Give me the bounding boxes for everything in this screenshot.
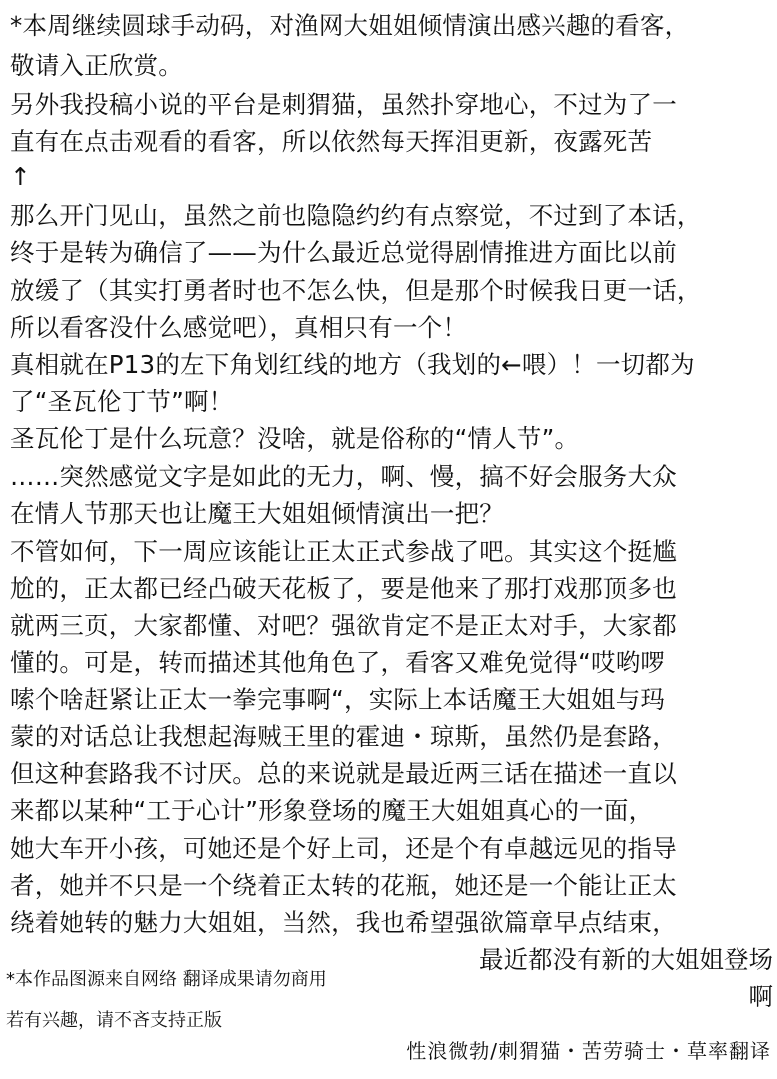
note-line-7: 终于是转为确信了——为什么最近总觉得剧情推进方面比以前 (10, 238, 677, 267)
note-line-15: 不管如何，下一周应该能让正太正式参战了吧。其实这个挺尴 (10, 537, 677, 566)
support-notice: 若有兴趣，请不吝支持正版 (6, 1010, 222, 1031)
note-line-2: 敬请入正欣赏。 (10, 51, 183, 80)
note-line-18: 懂的。可是，转而描述其他角色了，看客又难免觉得“哎哟啰 (10, 648, 666, 677)
translation-credit: 性浪微勃/刺猬猫・苦劳骑士・草率翻译 (406, 1039, 771, 1063)
note-line-9: 所以看客没什么感觉吧），真相只有一个！ (10, 313, 468, 342)
note-line-25: 绕着她转的魅力大姐姐，当然，我也希望强欲篇章早点结束， (10, 908, 677, 937)
note-line-23: 她大车开小孩，可她还是个好上司，还是个有卓越远见的指导 (10, 834, 677, 863)
note-line-13: ……突然感觉文字是如此的无力，啊、慢，搞不好会服务大众 (10, 462, 677, 491)
note-line-19: 嗦个啥赶紧让正太一拳完事啊“，实际上本话魔王大姐姐与玛 (10, 685, 666, 714)
note-line-8: 放缓了（其实打勇者时也不怎么快，但是那个时候我日更一话， (10, 276, 702, 305)
note-line-1: *本周继续圆球手动码，对渔网大姐姐倾情演出感兴趣的看客， (10, 11, 690, 40)
note-line-24: 者，她并不只是一个绕着正太转的花瓶，她还是一个能让正太 (10, 871, 677, 900)
note-line-22: 来都以某种“工于心计”形象登场的魔王大姐姐真心的一面， (10, 796, 654, 825)
note-line-11: 了“圣瓦伦丁节”啊！ (10, 387, 234, 416)
note-tail-line: 最近都没有新的大姐姐登场 (479, 945, 773, 974)
note-line-21: 但这种套路我不讨厌。总的来说就是最近两三话在描述一直以 (10, 759, 677, 788)
note-line-10: 真相就在P13的左下角划红线的地方（我划的←喂）！一切都为 (10, 350, 695, 379)
note-line-16: 尬的，正太都已经凸破天花板了，要是他来了那打戏那顶多也 (10, 574, 677, 603)
note-line-12: 圣瓦伦丁是什么玩意？没啥，就是俗称的“情人节”。 (10, 424, 580, 453)
note-line-6: 那么开门见山，虽然之前也隐隐约约有点察觉，不过到了本话， (10, 201, 702, 230)
note-line-5: ↑ (10, 162, 31, 191)
copyright-notice: *本作品图源来自网络 翻译成果请勿商用 (6, 969, 327, 990)
note-line-20: 蒙的对话总让我想起海贼王里的霍迪・琼斯，虽然仍是套路， (10, 722, 677, 751)
note-line-3: 另外我投稿小说的平台是刺猬猫，虽然扑穿地心，不过为了一 (10, 90, 677, 119)
note-tail-end: 啊 (748, 982, 773, 1011)
note-line-14: 在情人节那天也让魔王大姐姐倾情演出一把？ (10, 499, 504, 528)
note-line-4: 直有在点击观看的看客，所以依然每天挥泪更新，夜露死苦 (10, 127, 653, 156)
note-line-17: 就两三页，大家都懂、对吧？强欲肯定不是正太对手，大家都 (10, 611, 677, 640)
